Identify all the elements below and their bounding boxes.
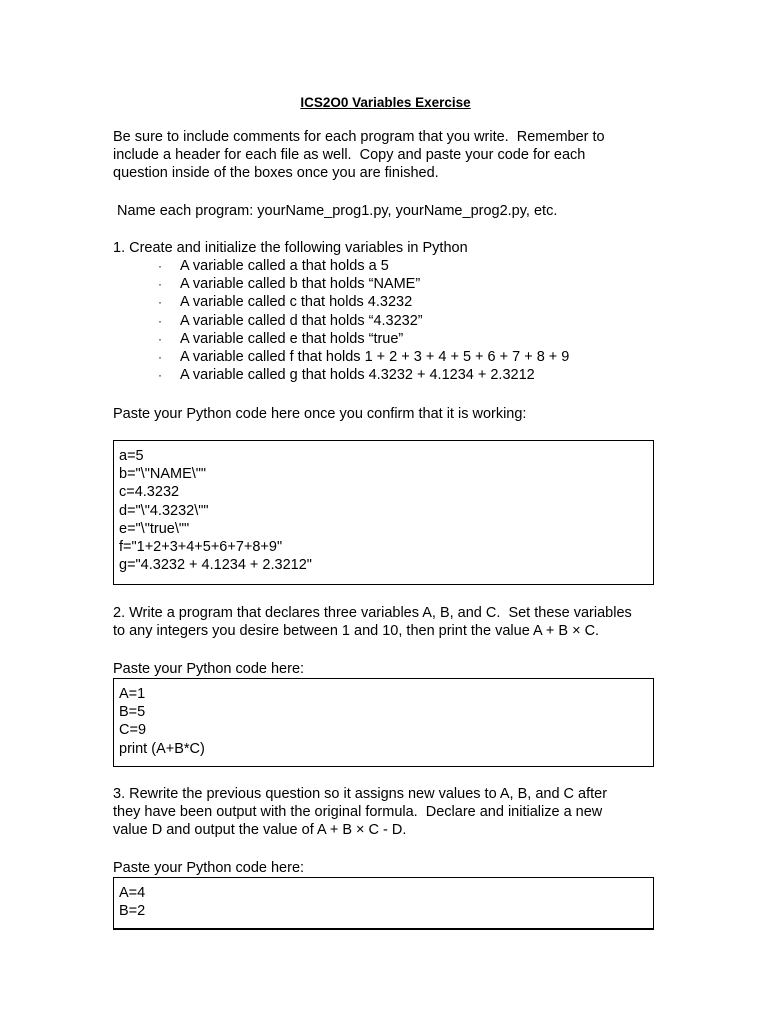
code-line: A=1 xyxy=(119,686,146,702)
bullet-icon: · xyxy=(158,349,162,364)
list-item: · A variable called c that holds 4.3232 xyxy=(158,294,413,311)
question-1-paste-instruction: Paste your Python code here once you confirm that it is working: xyxy=(113,406,527,422)
code-line: g="4.3232 + 4.1234 + 2.3212" xyxy=(119,557,312,574)
code-line: c=4.3232 xyxy=(119,484,180,501)
code-line: e="\"true\"" xyxy=(119,520,190,537)
list-item: · A variable called e that holds “true” xyxy=(158,330,404,347)
code-line: f="1+2+3+4+5+6+7+8+9" xyxy=(119,539,283,556)
list-item: · A variable called a that holds a 5 xyxy=(158,258,389,274)
intro-line: include a header for each file as well. Copy and paste your code for each xyxy=(113,147,586,163)
question-3-code-box[interactable] xyxy=(113,877,654,930)
bullet-icon: · xyxy=(158,277,162,292)
intro-line: Be sure to include comments for each program that you write. Remember to xyxy=(113,129,605,145)
question-2-prompt: 2. Write a program that declares three variables A, B, and C. Set these variables to any integers you desire between 1 and 10, then print the value A + B × C. xyxy=(113,605,632,639)
list-item: · A variable called g that holds 4.3232 + 4.1234 + 2.3212 xyxy=(158,367,535,384)
code-line: a=5 xyxy=(119,448,144,464)
bullet-icon: · xyxy=(158,259,162,273)
question-3-paste-instruction: Paste your Python code here: xyxy=(113,860,305,876)
intro-paragraph xyxy=(113,128,658,182)
code-line: b="\"NAME\"" xyxy=(119,466,207,483)
document-title: ICS2O0 Variables Exercise xyxy=(300,95,471,110)
question-1-code-box[interactable] xyxy=(113,440,654,585)
question-1-bullet-list xyxy=(113,257,658,384)
code-line: print (A+B*C) xyxy=(119,740,205,757)
intro-line: question inside of the boxes once you are finished. xyxy=(113,165,439,181)
list-item: · A variable called d that holds “4.3232” xyxy=(158,312,423,329)
bullet-icon: · xyxy=(158,295,162,310)
code-line: B=5 xyxy=(119,704,146,721)
question-3-prompt: 3. Rewrite the previous question so it assigns new values to A, B, and C after they have been output with the original formula. Declare and initialize a new value D and output the value of A + B × C - D. xyxy=(113,786,608,838)
question-1-prompt: 1. Create and initialize the following variables in Python xyxy=(113,240,468,256)
list-item: · A variable called b that holds “NAME” xyxy=(158,276,421,293)
bullet-icon: · xyxy=(158,331,162,346)
code-line: A=4 xyxy=(119,885,146,901)
list-item: · A variable called f that holds 1 + 2 + 3 + 4 + 5 + 6 + 7 + 8 + 9 xyxy=(158,348,570,365)
code-line: d="\"4.3232\"" xyxy=(119,502,209,519)
question-2-code-box[interactable] xyxy=(113,678,654,767)
naming-note: Name each program: yourName_prog1.py, yourName_prog2.py, etc. xyxy=(113,203,558,219)
question-2-paste-instruction: Paste your Python code here: xyxy=(113,661,305,677)
bullet-icon: · xyxy=(158,313,162,328)
code-line: C=9 xyxy=(119,722,147,739)
code-line: B=2 xyxy=(119,903,146,920)
bullet-icon: · xyxy=(158,368,162,383)
